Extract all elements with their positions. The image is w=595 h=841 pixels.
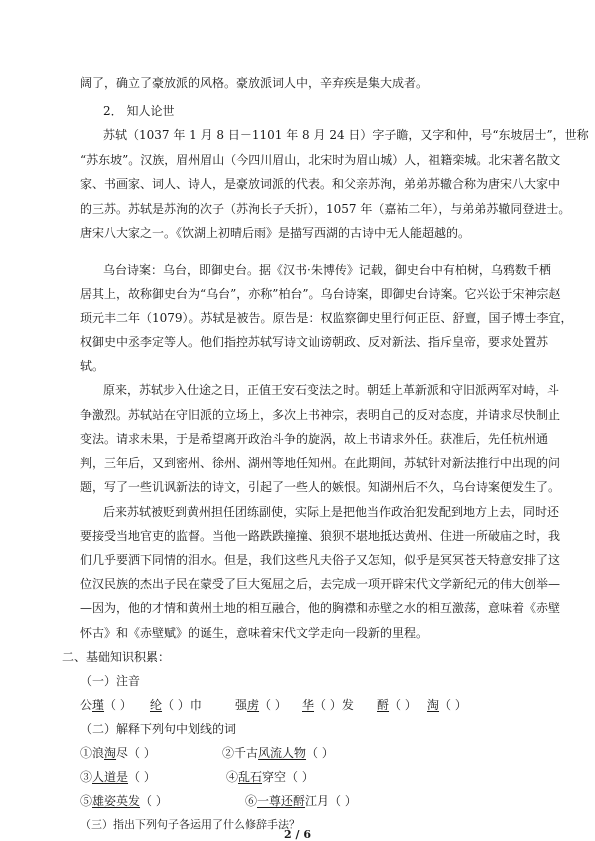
define-item: ①浪淘尽（ ） xyxy=(80,746,156,760)
paragraph-line: 判，三年后，又到密州、徐州、湖州等地任知州。在此期间，苏轼针对新法推行中出现的问 xyxy=(80,456,561,470)
subsection-heading: （一）注音 xyxy=(80,674,141,688)
pinyin-item: 华（ ）发 xyxy=(302,698,354,712)
paragraph-line: 权御史中丞李定等人。他们指控苏轼写诗文讪谤朝政、反对新法、指斥皇帝，要求处置苏 xyxy=(80,335,549,349)
paragraph-line: 要接受当地官吏的监督。当他一路跌跌撞撞、狼狈不堪地抵达黄州、住进一所破庙之时，我 xyxy=(80,529,561,543)
paragraph-line: 变法。请求未果，于是希望离开政治斗争的旋涡，故上书请求外任。获准后，先任杭州通 xyxy=(80,432,549,446)
paragraph-line: 们几乎要洒下同情的泪水。但是，我们这些凡夫俗子又怎知，似乎是冥冥苍天特意安排了这 xyxy=(80,553,561,567)
paragraph-line: 乌台诗案：乌台，即御史台。据《汉书·朱博传》记载，御史台中有柏树，乌鸦数千栖 xyxy=(103,263,551,277)
page-number: 2 / 6 xyxy=(284,828,311,841)
pinyin-item: 公瑾（ ） xyxy=(80,698,132,712)
subsection-heading: （三）指出下列句子各运用了什么修辞手法？ xyxy=(80,818,300,831)
subsection-heading: （二）解释下列句中划线的词 xyxy=(80,722,237,736)
paragraph-line: 怀古》和《赤壁赋》的诞生，意味着宋代文学走向一段新的里程。 xyxy=(80,626,429,640)
paragraph-line: 争激烈。苏轼站在守旧派的立场上，多次上书神宗，表明自己的反对态度，并请求尽快制止 xyxy=(80,408,561,422)
define-item: ⑥一尊还酹江月（ ） xyxy=(245,794,357,808)
paragraph-line: 题，写了一些讥讽新法的诗文，引起了一些人的嫉恨。知湖州后不久，乌台诗案便发生了。 xyxy=(80,480,561,494)
define-item: ②千古风流人物（ ） xyxy=(222,746,334,760)
section-heading: 2． 知人论世 xyxy=(103,104,175,118)
paragraph-line: 原来，苏轼步入仕途之日，正值王安石变法之时。朝廷上革新派和守旧派两军对峙，斗 xyxy=(103,383,560,397)
define-item: ④乱石穿空（ ） xyxy=(226,770,314,784)
paragraph-line: 唐宋八大家之一。《饮湖上初晴后雨》是描写西湖的古诗中无人能超越的。 xyxy=(80,226,471,240)
paragraph-line: 轼。 xyxy=(80,359,105,373)
paragraph-line: 家、书画家、词人、诗人，是豪放词派的代表。和父亲苏洵，弟弟苏辙合称为唐宋八大家中 xyxy=(80,177,561,191)
pinyin-item: 淘（ ） xyxy=(427,698,467,712)
paragraph-line: 阔了，确立了豪放派的风格。豪放派词人中，辛弃疾是集大成者。 xyxy=(80,76,429,90)
pinyin-item: 纶（ ）巾 xyxy=(150,698,202,712)
paragraph-line: —因为，他的才情和黄州土地的相互融合，他的胸襟和赤壁之水的相互激荡，意味着《赤壁 xyxy=(80,601,561,615)
paragraph-line: 顼元丰二年（1079）。苏轼是被告。原告是：权监察御史里行何正臣、舒亶，国子博士李宜， xyxy=(80,311,573,325)
section-heading: 二、基础知识积累： xyxy=(62,650,171,664)
paragraph-line: 后来苏轼被贬到黄州担任团练副使，实际上是把他当作政治犯发配到地方上去，同时还 xyxy=(103,505,560,519)
paragraph-line: 的三苏。苏轼是苏洵的次子（苏洵长子夭折），1057 年（嘉祐二年），与弟弟苏辙同登进士。 xyxy=(80,202,571,216)
pinyin-item: 强虏（ ） xyxy=(235,698,287,712)
define-item: ⑤雄姿英发（ ） xyxy=(80,794,168,808)
paragraph-line: 位汉民族的杰出子民在蒙受了巨大冤屈之后，去完成一项开辟宋代文学新纪元的伟大创举— xyxy=(80,577,561,591)
define-item: ③人道是（ ） xyxy=(80,770,156,784)
paragraph-line: 居其上，故称御史台为“乌台”，亦称”柏台”。乌台诗案，即御史台诗案。它兴讼于宋神宗赵 xyxy=(80,287,561,301)
paragraph-line: “苏东坡”。汉族，眉州眉山（今四川眉山，北宋时为眉山城）人，祖籍栾城。北宋著名散文 xyxy=(80,153,561,167)
pinyin-item: 酹（ ） xyxy=(377,698,417,712)
paragraph-line: 苏轼（1037 年 1 月 8 日－1101 年 8 月 24 日）字子瞻，又字和仲，号“东坡居士”，世称 xyxy=(103,128,589,142)
